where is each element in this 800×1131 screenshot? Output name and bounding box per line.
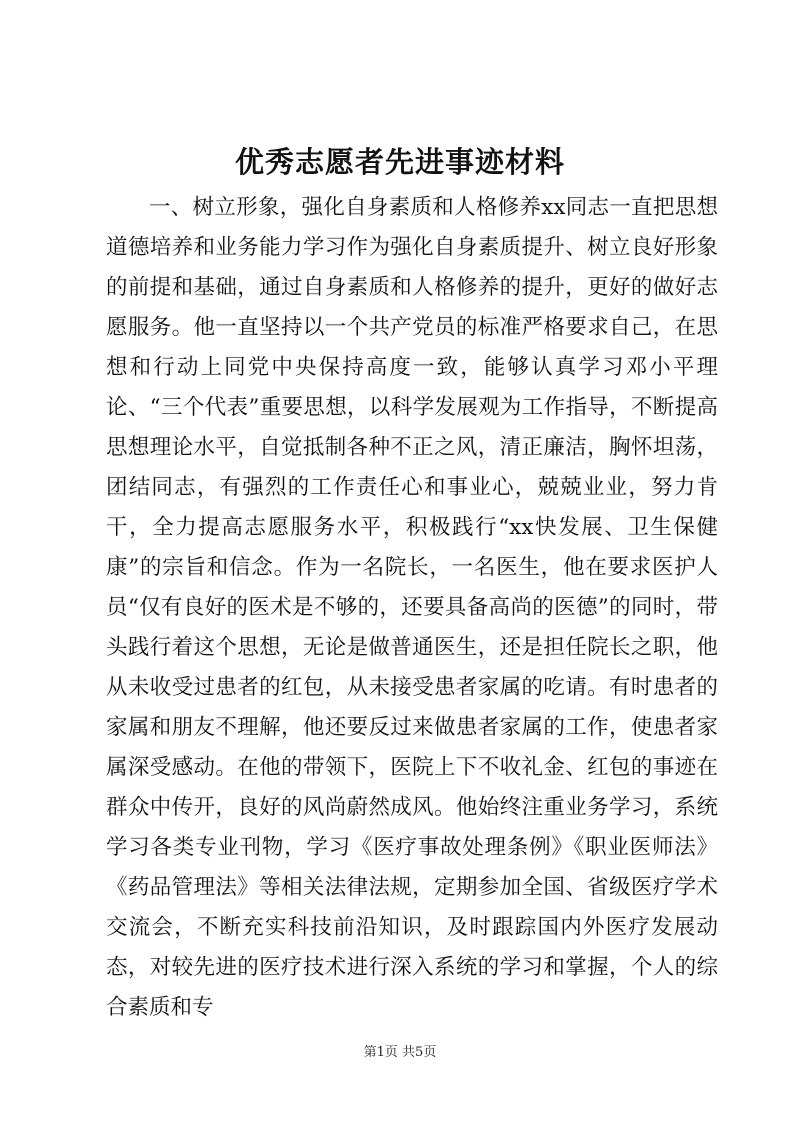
document-title: 优秀志愿者先进事迹材料 xyxy=(234,145,565,179)
page-footer: 第1页 共5页 xyxy=(363,1045,437,1060)
body-paragraph: 一、树立形象，强化自身素质和人格修养xx同志一直把思想道德培养和业务能力学习作为强化自身素质提升、树立良好形象的前提和基础，通过自身素质和人格修养的提升，更好的做好志愿服务。他一直坚持以一个共产党员的标准严格要求自己，在思想和行动上同党中央保持高度一致，能够认真学习邓小平理论、“三个代表”重要思想，以科学发展观为工作指导，不断提高思想理论水平，自觉抵制各种不正之风，清正廉洁，胸怀坦荡，团结同志，有强烈的工作责任心和事业心，兢兢业业，努力肯干，全力提高志愿服务水平，积极践行“xx快发展、卫生保健康”的宗旨和信念。作为一名院长，一名医生，他在要求医护人员“仅有良好的医术是不够的，还要具备高尚的医德”的同时，带头践行着这个思想，无论是做普通医生，还是担任院长之职，他从未收受过患者的红包，从未接受患者家属的吃请。有时患者的家属和朋友不理解，他还要反过来做患者家属的工作，使患者家属深受感动。在他的带领下，医院上下不收礼金、红包的事迹在群众中传开，良好的风尚蔚然成风。他始终注重业务学习，系统学习各类专业刊物，学习《医疗事故处理条例》《职业医师法》《药品管理法》等相关法律法规，定期参加全国、省级医疗学术交流会，不断充实科技前沿知识，及时跟踪国内外医疗发展动态，对较先进的医疗技术进行深入系统的学习和掌握，个人的综合素质和专 xyxy=(106,195,718,1020)
